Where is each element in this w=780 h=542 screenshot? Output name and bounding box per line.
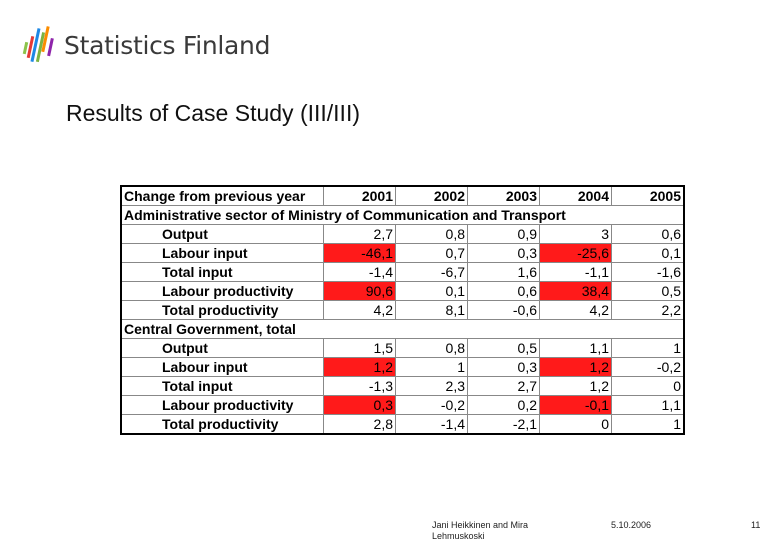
value-cell: -1,6 [612, 263, 685, 282]
value-cell: 0,6 [612, 225, 685, 244]
value-cell: 0,1 [396, 282, 468, 301]
value-cell: 0,6 [468, 282, 540, 301]
table-row [121, 301, 684, 320]
year-header: 2002 [396, 186, 468, 206]
highlighted-value-cell: 1,2 [324, 358, 396, 377]
value-cell: 1 [612, 339, 685, 358]
value-cell: 0,5 [468, 339, 540, 358]
value-cell: 0,5 [612, 282, 685, 301]
value-cell: 0,8 [396, 339, 468, 358]
highlighted-value-cell: -46,1 [324, 244, 396, 263]
section-title: Administrative sector of Ministry of Communication and Transport [121, 206, 684, 225]
footer-author: Jani Heikkinen and Mira Lehmuskoski [432, 520, 529, 541]
value-cell: -0,2 [612, 358, 685, 377]
value-cell: 0,7 [396, 244, 468, 263]
row-label: Labour input [121, 244, 324, 263]
row-label: Labour productivity [121, 282, 324, 301]
row-label: Total input [121, 263, 324, 282]
value-cell: 1,5 [324, 339, 396, 358]
value-cell: 1,1 [540, 339, 612, 358]
highlighted-value-cell: -0,1 [540, 396, 612, 415]
highlighted-value-cell: 90,6 [324, 282, 396, 301]
table-row [121, 339, 684, 358]
value-cell: -0,2 [396, 396, 468, 415]
table-body [121, 206, 684, 435]
year-header: 2003 [468, 186, 540, 206]
value-cell: 0 [540, 415, 612, 435]
value-cell: -1,1 [540, 263, 612, 282]
footer-date: 5.10.2006 [611, 520, 652, 530]
year-header: 2005 [612, 186, 685, 206]
results-table-container [120, 185, 685, 435]
value-cell: -6,7 [396, 263, 468, 282]
statistics-finland-logo-icon [22, 22, 58, 68]
value-cell: -2,1 [468, 415, 540, 435]
brand-name: Statistics Finland [64, 30, 271, 60]
row-label: Output [121, 339, 324, 358]
table-row [121, 282, 684, 301]
section-title: Central Government, total [121, 320, 684, 339]
header-row [121, 186, 684, 206]
highlighted-value-cell: 38,4 [540, 282, 612, 301]
value-cell: 1,1 [612, 396, 685, 415]
value-cell: 0,1 [612, 244, 685, 263]
value-cell: 1,6 [468, 263, 540, 282]
row-label: Total productivity [121, 415, 324, 435]
highlighted-value-cell: 1,2 [540, 358, 612, 377]
table-row [121, 377, 684, 396]
corner-label: Change from previous year [121, 186, 324, 206]
page-number: 11 [751, 520, 761, 530]
value-cell: 2,8 [324, 415, 396, 435]
value-cell: -1,4 [396, 415, 468, 435]
year-header: 2001 [324, 186, 396, 206]
section-header-row [121, 206, 684, 225]
value-cell: -1,4 [324, 263, 396, 282]
value-cell: 0,3 [468, 358, 540, 377]
value-cell: 2,3 [396, 377, 468, 396]
value-cell: 2,7 [468, 377, 540, 396]
value-cell: 1 [396, 358, 468, 377]
table-row [121, 358, 684, 377]
value-cell: 4,2 [324, 301, 396, 320]
row-label: Labour input [121, 358, 324, 377]
highlighted-value-cell: 0,3 [324, 396, 396, 415]
value-cell: 1 [612, 415, 685, 435]
value-cell: -1,3 [324, 377, 396, 396]
value-cell: 2,2 [612, 301, 685, 320]
table-row [121, 225, 684, 244]
value-cell: 0,9 [468, 225, 540, 244]
table-row [121, 263, 684, 282]
results-table [120, 185, 685, 435]
value-cell: 4,2 [540, 301, 612, 320]
highlighted-value-cell: -25,6 [540, 244, 612, 263]
value-cell: 3 [540, 225, 612, 244]
value-cell: 0,2 [468, 396, 540, 415]
row-label: Total productivity [121, 301, 324, 320]
section-header-row [121, 320, 684, 339]
value-cell: 0 [612, 377, 685, 396]
page-title: Results of Case Study (III/III) [66, 100, 360, 126]
value-cell: 8,1 [396, 301, 468, 320]
value-cell: 2,7 [324, 225, 396, 244]
row-label: Labour productivity [121, 396, 324, 415]
value-cell: 1,2 [540, 377, 612, 396]
value-cell: -0,6 [468, 301, 540, 320]
year-header: 2004 [540, 186, 612, 206]
row-label: Total input [121, 377, 324, 396]
row-label: Output [121, 225, 324, 244]
table-row [121, 244, 684, 263]
value-cell: 0,3 [468, 244, 540, 263]
table-row [121, 415, 684, 435]
brand-logo [22, 22, 270, 68]
table-row [121, 396, 684, 415]
value-cell: 0,8 [396, 225, 468, 244]
